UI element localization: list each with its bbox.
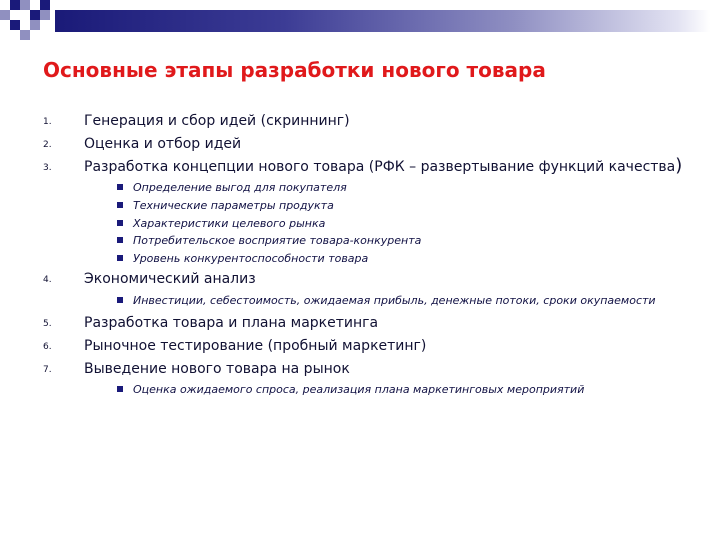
sub-item-text: Потребительское восприятие товара-конкурента [133,234,422,248]
square-bullet-icon [117,255,123,261]
step-text: Оценка и отбор идей [84,136,242,152]
sub-item-text: Определение выгод для покупателя [133,181,347,194]
square-bullet-icon [117,220,123,226]
step-text: Рыночное тестирование (пробный маркетинг) [84,337,427,354]
square-bullet-icon [117,202,123,208]
step-item [43,312,683,335]
square-bullet-icon [117,297,123,303]
step-number: 2. [43,140,52,150]
decor-square [10,20,20,30]
decor-square [20,0,30,10]
decor-square [30,20,40,30]
step-number: 7. [43,364,52,375]
sub-list [84,291,683,308]
step-text: Экономический анализ [84,270,256,287]
sub-item-text: Оценка ожидаемого спроса, реализация плана маркетинговых мероприятий [133,382,585,396]
sub-item [84,179,683,197]
step-item [43,156,683,268]
step-item [43,268,683,308]
step-item [43,335,683,358]
sub-list [84,179,683,268]
step-item [43,358,683,399]
sub-item [84,291,683,308]
step-item [43,133,683,156]
step-number: 3. [43,163,52,173]
sub-item [84,381,683,399]
sub-item-text: Уровень конкурентоспособности товара [133,252,369,266]
sub-item-text: Технические параметры продукта [133,198,334,212]
square-bullet-icon [117,184,123,190]
step-text: Выведение нового товара на рынок [84,360,350,377]
decor-square [10,0,20,10]
decor-square [40,0,50,10]
step-number: 5. [43,318,52,329]
sub-item [84,232,683,250]
square-bullet-icon [117,386,123,392]
decor-square [30,10,40,20]
step-text-paren: ) [675,155,683,176]
step-number: 6. [43,341,52,352]
sub-item-text: Инвестиции, себестоимость, ожидаемая прибыль, денежные потоки, сроки окупаемости [133,293,656,307]
slide-title: Основные этапы разработки нового товара [43,58,546,82]
decor-square [40,10,50,20]
step-text: Генерация и сбор идей (скриннинг) [84,113,350,129]
steps-list [43,110,683,399]
decor-square [0,10,10,20]
header-gradient-bar [55,10,710,32]
step-text: Разработка концепции нового товара (РФК – развертывание функций качества [84,159,676,175]
step-text: Разработка товара и плана маркетинга [84,314,379,331]
sub-list [84,381,683,399]
square-bullet-icon [117,237,123,243]
sub-item [84,197,683,215]
decor-square [20,30,30,40]
step-number: 1. [43,117,52,127]
step-item [43,110,683,133]
step-number: 4. [43,274,52,285]
sub-item [84,250,683,268]
sub-item-text: Характеристики целевого рынка [133,216,326,230]
sub-item [84,215,683,233]
